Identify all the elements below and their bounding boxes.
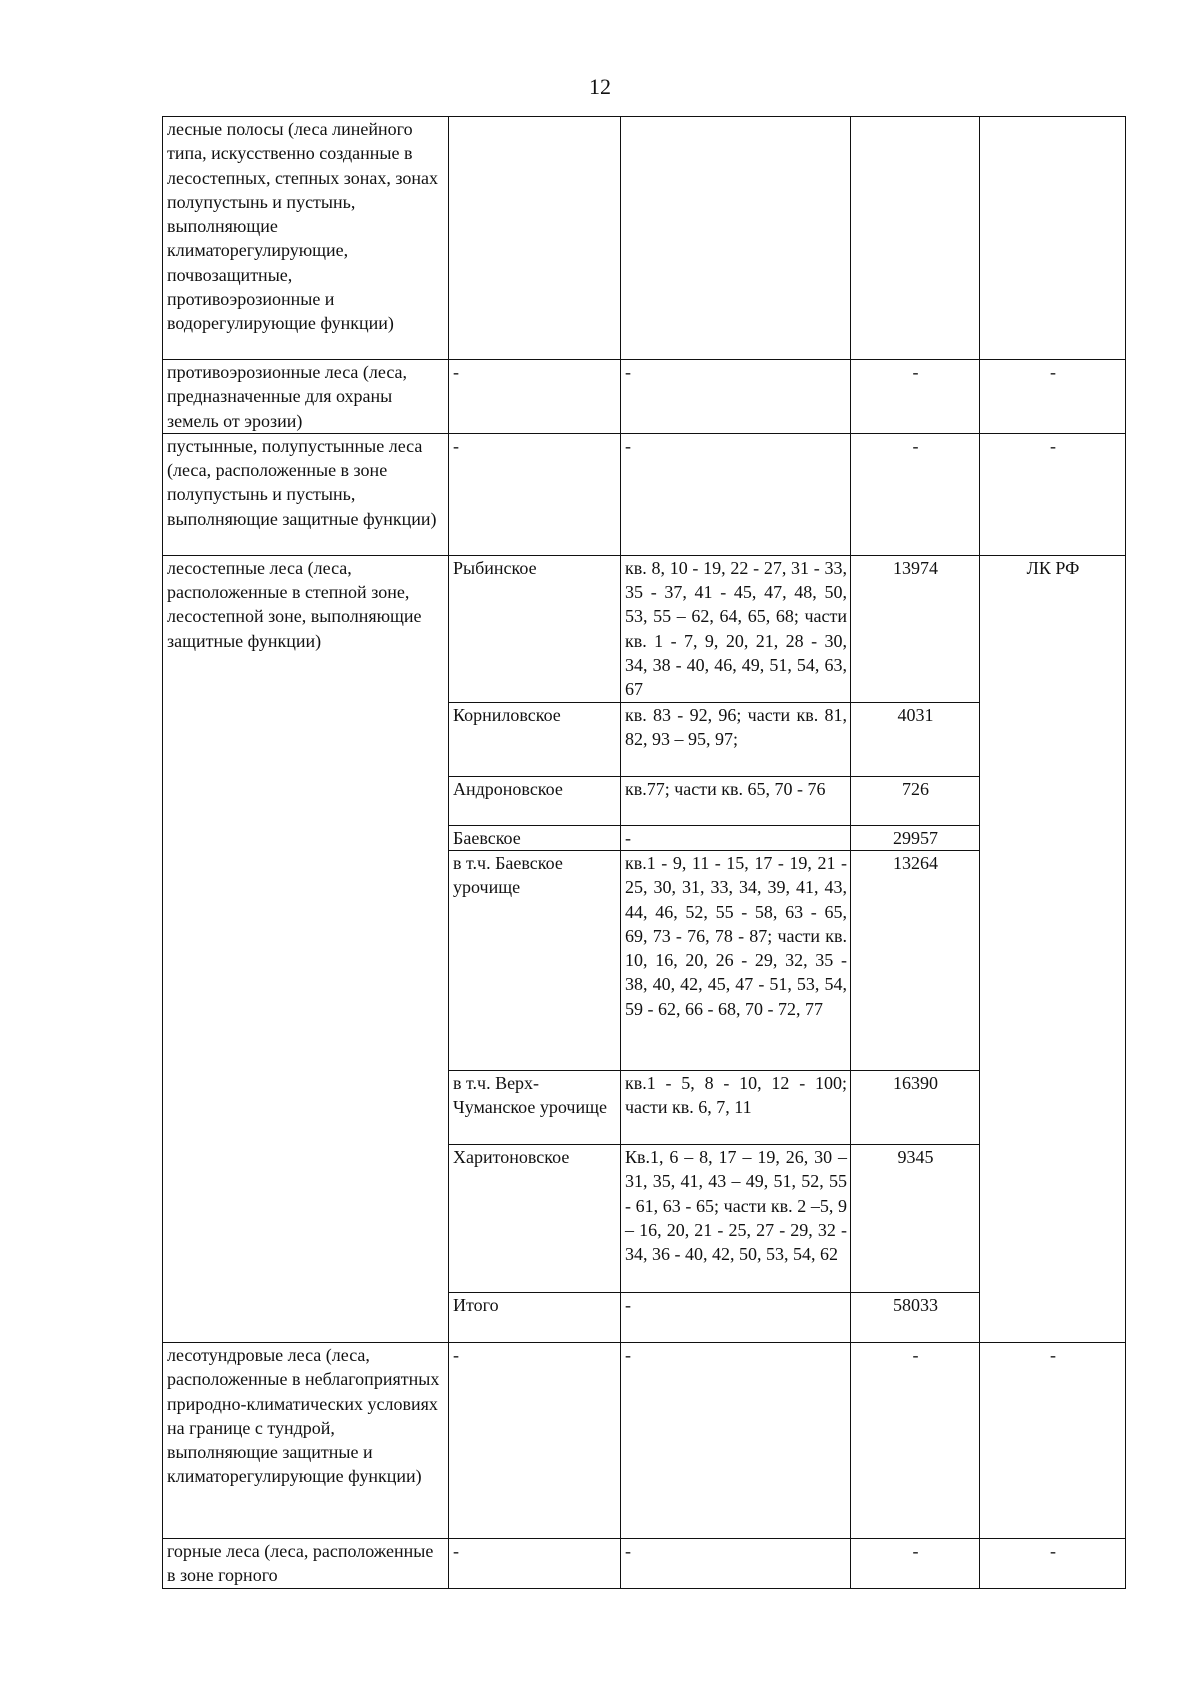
category-cell: пустынные, полупустынные леса (леса, расположенные в зоне полупустынь и пустынь, выполняющие защитные функции): [163, 433, 449, 555]
basis-cell: -: [980, 433, 1126, 555]
quarters-cell: кв. 83 - 92, 96; части кв. 81, 82, 93 – 95, 97;: [621, 702, 851, 776]
area-cell: -: [851, 1538, 980, 1588]
area-cell: -: [851, 433, 980, 555]
forestry-cell: -: [449, 1342, 621, 1538]
forestry-cell: [449, 117, 621, 360]
forestry-cell: Андроновское: [449, 776, 621, 825]
area-cell: 726: [851, 776, 980, 825]
forestry-total-cell: Итого: [449, 1292, 621, 1342]
forestry-cell: -: [449, 433, 621, 555]
category-cell: горные леса (леса, расположенные в зоне горного: [163, 1538, 449, 1588]
quarters-cell: кв.1 - 9, 11 - 15, 17 - 19, 21 - 25, 30, 31, 33, 34, 39, 41, 43, 44, 46, 52, 55 - 58, 63 - 65, 69, 73 - 76, 78 - 87; части кв. 10, 16, 20, 26 - 29, 32, 35 - 38, 40, 42, 45, 47 - 51, 53, 54, 59 - 62, 66 - 68, 70 - 72, 77: [621, 850, 851, 1070]
table-row: [163, 1342, 1126, 1538]
category-cell: противоэрозионные леса (леса, предназначенные для охраны земель от эрозии): [163, 360, 449, 434]
quarters-cell: -: [621, 433, 851, 555]
forestry-cell: Рыбинское: [449, 555, 621, 702]
area-cell: -: [851, 360, 980, 434]
quarters-cell: кв.77; части кв. 65, 70 - 76: [621, 776, 851, 825]
table-row: [163, 433, 1126, 555]
forestry-cell: Харитоновское: [449, 1144, 621, 1292]
quarters-cell: [621, 117, 851, 360]
forestry-cell: в т.ч. Верх-Чуманское урочище: [449, 1070, 621, 1144]
forest-categories-table: [162, 116, 1126, 1589]
basis-cell: [980, 117, 1126, 360]
basis-cell: ЛК РФ: [980, 555, 1126, 1342]
forestry-cell: Баевское: [449, 825, 621, 850]
basis-cell: -: [980, 360, 1126, 434]
forestry-cell: -: [449, 360, 621, 434]
quarters-cell: -: [621, 825, 851, 850]
table-row: [163, 555, 1126, 702]
forestry-cell: Корниловское: [449, 702, 621, 776]
quarters-cell: -: [621, 1538, 851, 1588]
quarters-cell: кв. 8, 10 - 19, 22 - 27, 31 - 33, 35 - 37, 41 - 45, 47, 48, 50, 53, 55 – 62, 64, 65, 68; части кв. 1 - 7, 9, 20, 21, 28 - 30, 34, 38 - 40, 46, 49, 51, 54, 63, 67: [621, 555, 851, 702]
table-row: [163, 1538, 1126, 1588]
forestry-cell: -: [449, 1538, 621, 1588]
forestry-cell: в т.ч. Баевское урочище: [449, 850, 621, 1070]
category-cell: лесостепные леса (леса, расположенные в степной зоне, лесостепной зоне, выполняющие защитные функции): [163, 555, 449, 1342]
category-cell: лесотундровые леса (леса, расположенные в неблагоприятных природно-климатических условиях на границе с тундрой, выполняющие защитные и климаторегулирующие функции): [163, 1342, 449, 1538]
area-cell: 9345: [851, 1144, 980, 1292]
basis-cell: -: [980, 1538, 1126, 1588]
area-cell: 13264: [851, 850, 980, 1070]
area-cell: 16390: [851, 1070, 980, 1144]
quarters-cell: -: [621, 1342, 851, 1538]
area-cell: 13974: [851, 555, 980, 702]
quarters-cell: Кв.1, 6 – 8, 17 – 19, 26, 30 – 31, 35, 41, 43 – 49, 51, 52, 55 - 61, 63 - 65; части кв. 2 –5, 9 – 16, 20, 21 - 25, 27 - 29, 32 - 34, 36 - 40, 42, 50, 53, 54, 62: [621, 1144, 851, 1292]
category-cell: лесные полосы (леса линейного типа, искусственно созданные в лесостепных, степных зонах, зонах полупустынь и пустынь, выполняющие климаторегулирующие, почвозащитные, противоэрозионные и водорегулирующие функции): [163, 117, 449, 360]
area-cell: -: [851, 1342, 980, 1538]
table-row: [163, 117, 1126, 360]
area-total-cell: 58033: [851, 1292, 980, 1342]
area-cell: [851, 117, 980, 360]
page-number: 12: [589, 74, 611, 99]
quarters-cell: -: [621, 360, 851, 434]
quarters-cell: кв.1 - 5, 8 - 10, 12 - 100; части кв. 6, 7, 11: [621, 1070, 851, 1144]
area-cell: 4031: [851, 702, 980, 776]
table-row: [163, 360, 1126, 434]
quarters-cell: -: [621, 1292, 851, 1342]
basis-cell: -: [980, 1342, 1126, 1538]
area-cell: 29957: [851, 825, 980, 850]
